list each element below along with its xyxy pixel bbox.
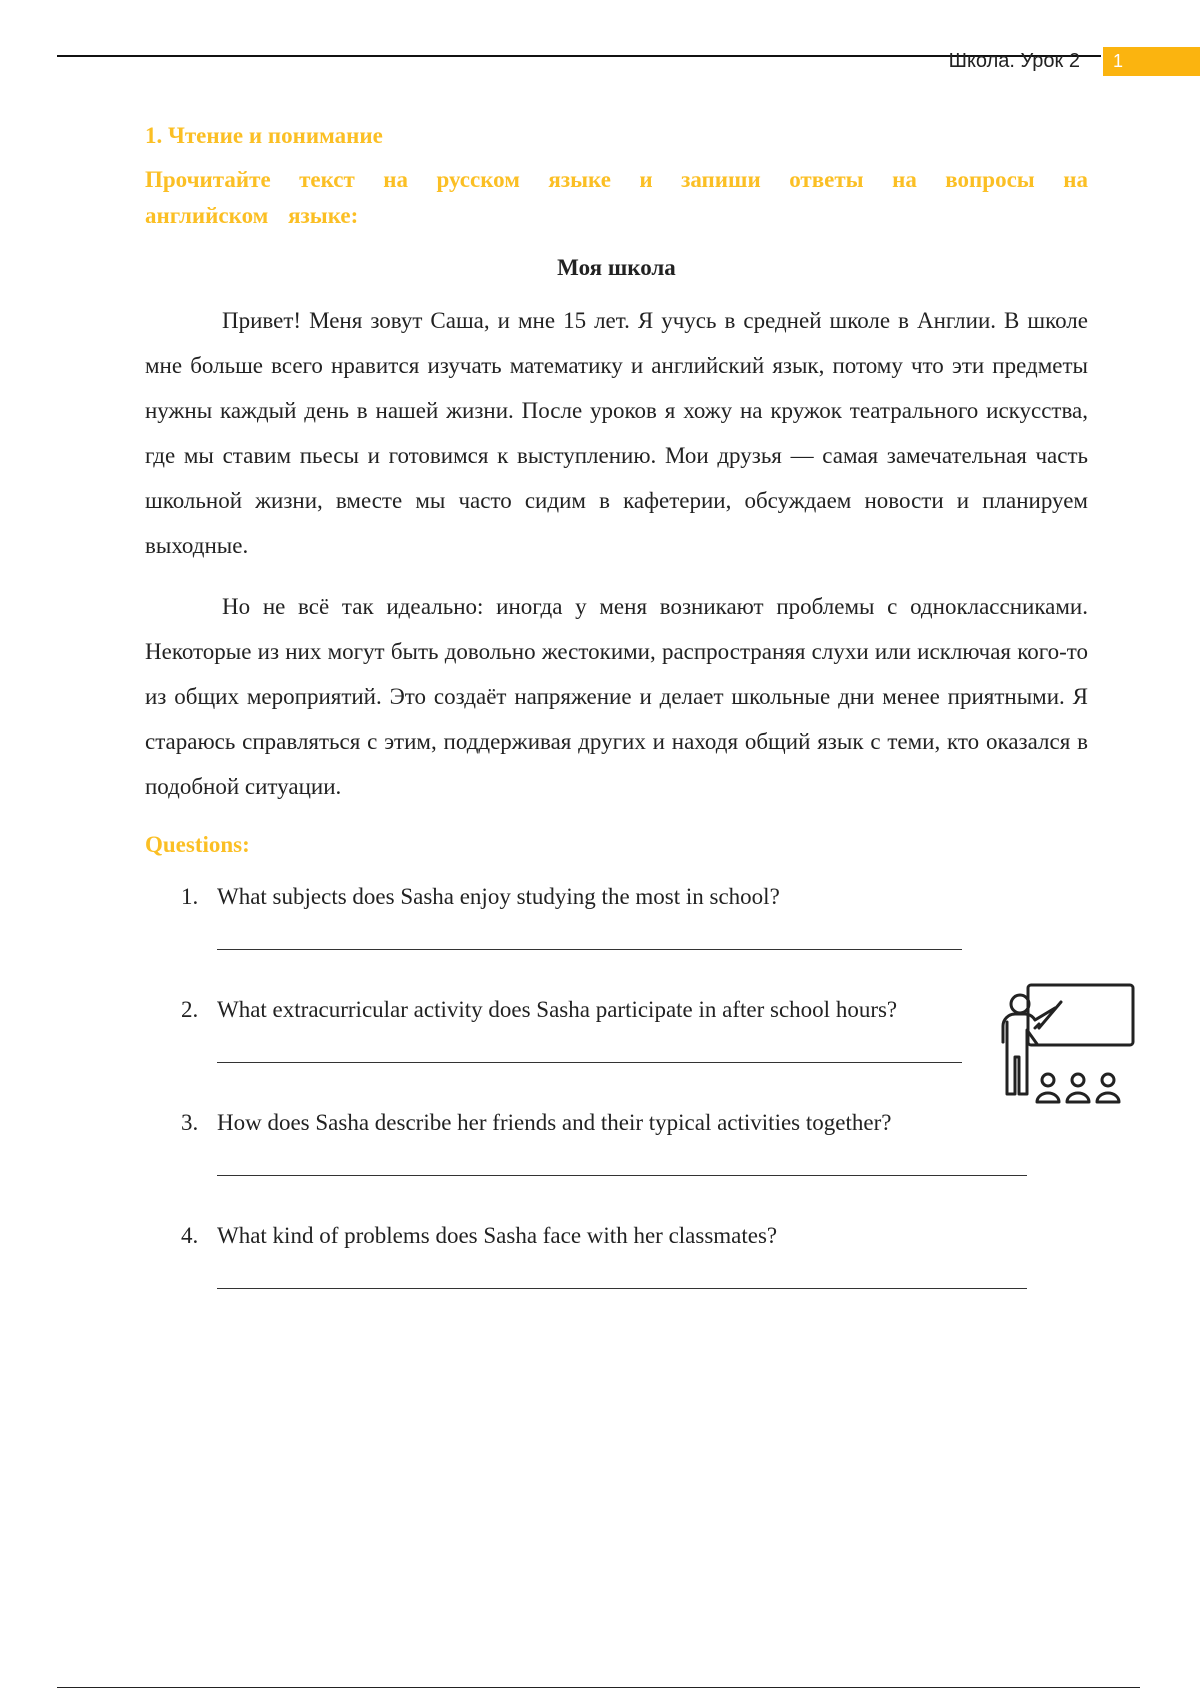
text-title: Моя школа xyxy=(557,255,676,280)
question-number: 4. xyxy=(181,1223,199,1248)
question-number: 1. xyxy=(181,884,199,909)
question-item xyxy=(145,988,1088,1063)
paragraph-2: Но не всё так идеально: иногда у меня возникают проблемы с одноклассниками. Некоторые из них могут быть довольно жестокими, распространяя слухи или исключая кого-то из общих мероприятий. Это создаёт напряжение и делает школьные дни менее приятными. Я стараюсь справляться с этим, поддерживая других и находя общий язык с теми, кто оказался в подобной ситуации. xyxy=(145,594,1088,799)
questions-heading: Questions: xyxy=(145,832,250,857)
page-number-badge: 1 xyxy=(1103,47,1200,76)
worksheet-content xyxy=(145,120,1088,1327)
teacher-classroom-icon xyxy=(993,982,1138,1112)
question-text: How does Sasha describe her friends and their typical activities together? xyxy=(217,1110,892,1135)
instruction-text: Прочитайте текст на русском языке и запиши ответы на вопросы на английском языке: xyxy=(145,167,1088,228)
questions-list xyxy=(145,875,1088,1289)
header-rule xyxy=(57,55,1101,57)
question-text: What subjects does Sasha enjoy studying the most in school? xyxy=(217,884,780,909)
question-item xyxy=(145,1214,1088,1289)
footer-rule xyxy=(57,1687,1140,1688)
question-number: 2. xyxy=(181,997,199,1022)
answer-line[interactable] xyxy=(217,1258,1027,1289)
header-title: Школа. Урок 2 xyxy=(948,50,1080,72)
question-item xyxy=(145,875,1088,950)
question-number: 3. xyxy=(181,1110,199,1135)
answer-line[interactable] xyxy=(217,919,962,950)
answer-line[interactable] xyxy=(217,1032,962,1063)
answer-line[interactable] xyxy=(217,1145,1027,1176)
question-text: What extracurricular activity does Sasha participate in after school hours? xyxy=(217,997,898,1022)
question-text: What kind of problems does Sasha face with her classmates? xyxy=(217,1223,778,1248)
paragraph-1: Привет! Меня зовут Саша, и мне 15 лет. Я учусь в средней школе в Англии. В школе мне больше всего нравится изучать математику и английский язык, потому что эти предметы нужны каждый день в нашей жизни. После уроков я хожу на кружок театрального искусства, где мы ставим пьесы и готовимся к выступлению. Мои друзья — самая замечательная часть школьной жизни, вместе мы часто сидим в кафетерии, обсуждаем новости и планируем выходные. xyxy=(145,308,1088,558)
section-heading: 1. Чтение и понимание xyxy=(145,123,383,148)
question-item xyxy=(145,1101,1088,1176)
